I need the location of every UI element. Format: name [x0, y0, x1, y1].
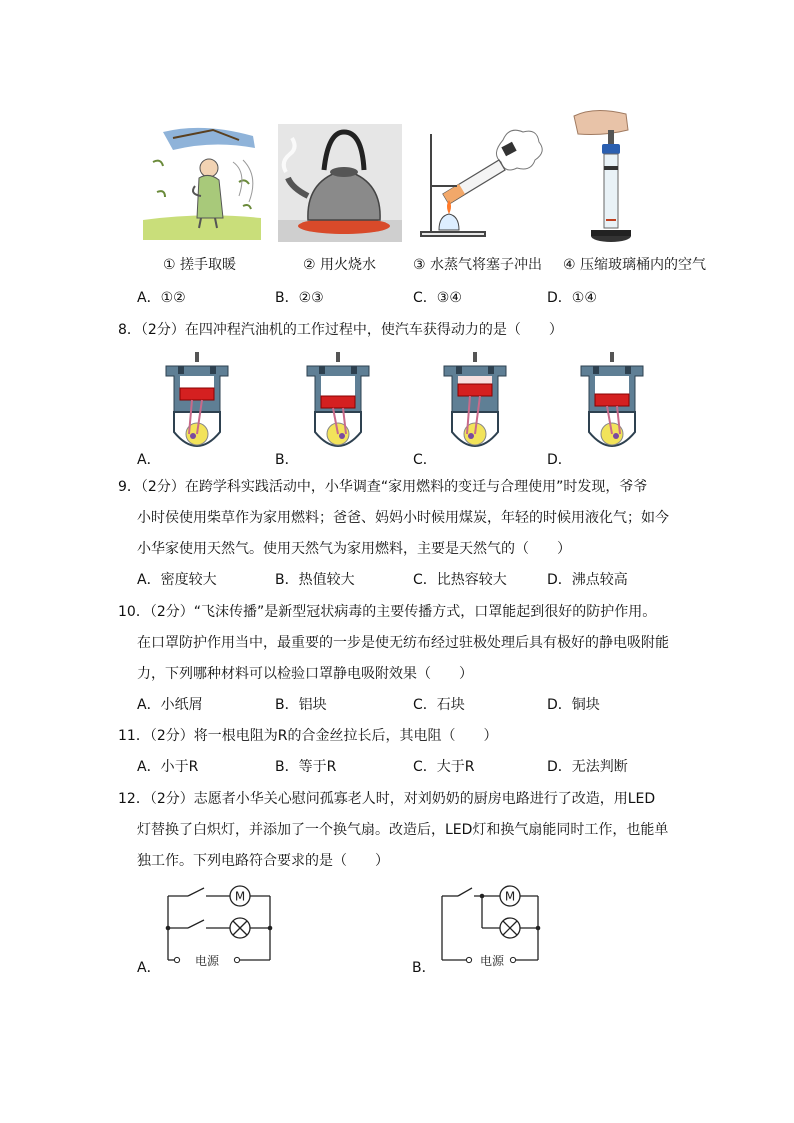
q9-option-a[interactable]: A．密度较大	[137, 572, 217, 588]
q10-option-b[interactable]: B．铝块	[275, 697, 327, 713]
q10-stem-line-2: 在口罩防护作用当中，最重要的一步是使无纺布经过驻极处理后具有极好的静电吸附能	[137, 635, 669, 651]
q7-option-a[interactable]: A．①②	[137, 290, 186, 306]
q9-stem-line-1: 9．（2分）在跨学科实践活动中，小华调查“家用燃料的变迁与合理使用”时发现，爷爷	[118, 479, 648, 495]
q7-image-kettle	[278, 124, 402, 242]
q7-image-rubbing-hands	[143, 122, 261, 240]
q12-option-a[interactable]: A．	[137, 960, 161, 976]
q12-b-power-label: 电源	[479, 954, 505, 968]
q7-option-c[interactable]: C．③④	[413, 290, 462, 306]
q12-stem-line-1: 12．（2分）志愿者小华关心慰问孤寡老人时，对刘奶奶的厨房电路进行了改造，用LED	[118, 791, 656, 807]
q7-caption-1: ① 搓手取暖	[163, 257, 237, 273]
q8-option-b[interactable]: B．	[275, 452, 299, 468]
q11-option-b[interactable]: B．等于R	[275, 759, 337, 775]
q8-option-c[interactable]: C．	[413, 452, 437, 468]
q12-a-motor-symbol: M	[234, 889, 246, 904]
q7-option-d[interactable]: D．①④	[547, 290, 597, 306]
q10-option-a[interactable]: A．小纸屑	[137, 697, 203, 713]
q12-circuit-diagram-a	[160, 880, 276, 968]
q7-caption-4: ④ 压缩玻璃桶内的空气	[563, 257, 707, 273]
q10-option-c[interactable]: C．石块	[413, 697, 465, 713]
q7-image-compress-air	[564, 108, 640, 250]
q11-option-c[interactable]: C．大于R	[413, 759, 475, 775]
q7-image-steam-test-tube	[413, 124, 543, 242]
q12-b-motor-symbol: M	[504, 889, 516, 904]
q9-option-d[interactable]: D．沸点较高	[547, 572, 628, 588]
q7-option-b[interactable]: B．②③	[275, 290, 324, 306]
q8-engine-diagram-c	[438, 352, 512, 456]
q8-stem: 8．（2分）在四冲程汽油机的工作过程中，使汽车获得动力的是（ ）	[118, 322, 563, 338]
q8-engine-diagram-a	[160, 352, 234, 456]
q7-caption-3: ③ 水蒸气将塞子冲出	[413, 257, 543, 273]
q10-stem-line-1: 10．（2分）“飞沫传播”是新型冠状病毒的主要传播方式，口罩能起到很好的防护作用。	[118, 604, 657, 620]
q11-stem: 11．（2分）将一根电阻为R的合金丝拉长后，其电阻（ ）	[118, 728, 498, 744]
q11-option-a[interactable]: A．小于R	[137, 759, 199, 775]
q9-option-b[interactable]: B．热值较大	[275, 572, 355, 588]
q10-stem-line-3: 力，下列哪种材料可以检验口罩静电吸附效果（ ）	[137, 666, 473, 682]
q12-option-b[interactable]: B．	[412, 960, 436, 976]
q11-option-d[interactable]: D．无法判断	[547, 759, 628, 775]
q8-engine-diagram-b	[301, 352, 375, 456]
q10-option-d[interactable]: D．铜块	[547, 697, 600, 713]
q8-option-a[interactable]: A．	[137, 452, 161, 468]
q12-a-power-label: 电源	[194, 954, 220, 968]
q12-circuit-diagram-b	[436, 880, 546, 968]
q7-caption-2: ② 用火烧水	[303, 257, 377, 273]
q9-option-c[interactable]: C．比热容较大	[413, 572, 507, 588]
q12-stem-line-2: 灯替换了白炽灯，并添加了一个换气扇。改造后，LED灯和换气扇能同时工作，也能单	[137, 822, 669, 838]
q8-engine-diagram-d	[575, 352, 649, 456]
q8-option-d[interactable]: D．	[547, 452, 572, 468]
q9-stem-line-3: 小华家使用天然气。使用天然气为家用燃料，主要是天然气的（ ）	[137, 541, 571, 557]
q9-stem-line-2: 小时侯使用柴草作为家用燃料；爸爸、妈妈小时候用煤炭，年轻的时候用液化气；如今	[137, 510, 669, 526]
q12-stem-line-3: 独工作。下列电路符合要求的是（ ）	[137, 853, 389, 869]
